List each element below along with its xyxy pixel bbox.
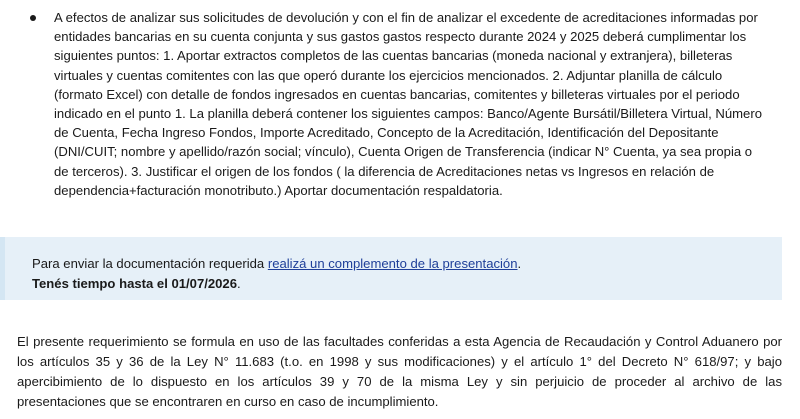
legal-line: El presente requerimiento se formula en uso de las facultades conferidas a esta Agencia de Recaudación y Control Aduanero por	[17, 334, 782, 349]
requirement-line: siguientes puntos: 1. Aportar extractos completos de las cuentas bancarias (moneda nacional y extranjera), billeteras	[54, 48, 733, 64]
requirement-line: indicado en el punto 1. La planilla deberá contener los siguientes campos: Banco/Agente Bursátil/Billetera Virtual, Número	[54, 106, 762, 122]
requirement-line: entidades bancarias en su cuenta conjunta y sus gastos gastos respecto durante 2024 y 2025 deberá cumplimentar los	[54, 29, 747, 45]
notice-deadline	[32, 275, 241, 293]
requirement-item	[30, 8, 782, 200]
requirement-line: dependencia+facturación monotributo.) Aportar documentación respaldatoria.	[54, 182, 503, 198]
legal-line: presentaciones que se encontraren en curso en caso de incumplimiento.	[17, 394, 439, 409]
requirement-line: virtuales y cuentas comitentes con las que operó durante los ejercicios mencionados. 2. Adjuntar planilla de cálculo	[54, 67, 723, 83]
notice-prefix: Para enviar la documentación requerida	[32, 256, 268, 271]
complemento-presentacion-link[interactable]: realizá un complemento de la presentación	[267, 256, 518, 271]
legal-paragraph	[17, 332, 782, 412]
requirement-line: de Cuenta, Fecha Ingreso Fondos, Importe Acreditado, Concepto de la Acreditación, Identificación del Depositante	[54, 125, 719, 141]
requirement-line: A efectos de analizar sus solicitudes de devolución y con el fin de analizar el excedente de acreditaciones informadas por	[54, 10, 758, 25]
notice-box	[0, 237, 782, 300]
deadline-suffix: .	[237, 276, 241, 291]
requirement-line: (formato Excel) con detalle de fondos ingresados en cuentas bancarias, comitentes y billeteras virtuales por el periodo	[54, 86, 740, 102]
legal-line: los artículos 35 y 36 de la Ley N° 11.683 (t.o. en 1998 y sus modificaciones) y el artículo 1° del Decreto N° 618/97; y bajo	[17, 354, 782, 369]
requirement-line: de terceros). 3. Justificar el origen de los fondos ( la diferencia de Acreditaciones netas vs Ingresos en relación de	[54, 163, 715, 179]
requirement-text	[54, 8, 762, 200]
notice-instruction	[32, 255, 521, 273]
bullet-icon	[30, 15, 36, 21]
requirement-line: (DNI/CUIT; nombre y apellido/razón social; vínculo), Cuenta Origen de Transferencia (indicar N° Cuenta, ya sea propia o	[54, 144, 753, 160]
notice-suffix: .	[517, 256, 522, 271]
deadline-text: Tenés tiempo hasta el 01/07/2026	[32, 276, 237, 291]
legal-line: apercibimiento de lo dispuesto en los artículos 39 y 70 de la misma Ley y sin perjuicio de proceder al archivo de las	[17, 374, 782, 389]
